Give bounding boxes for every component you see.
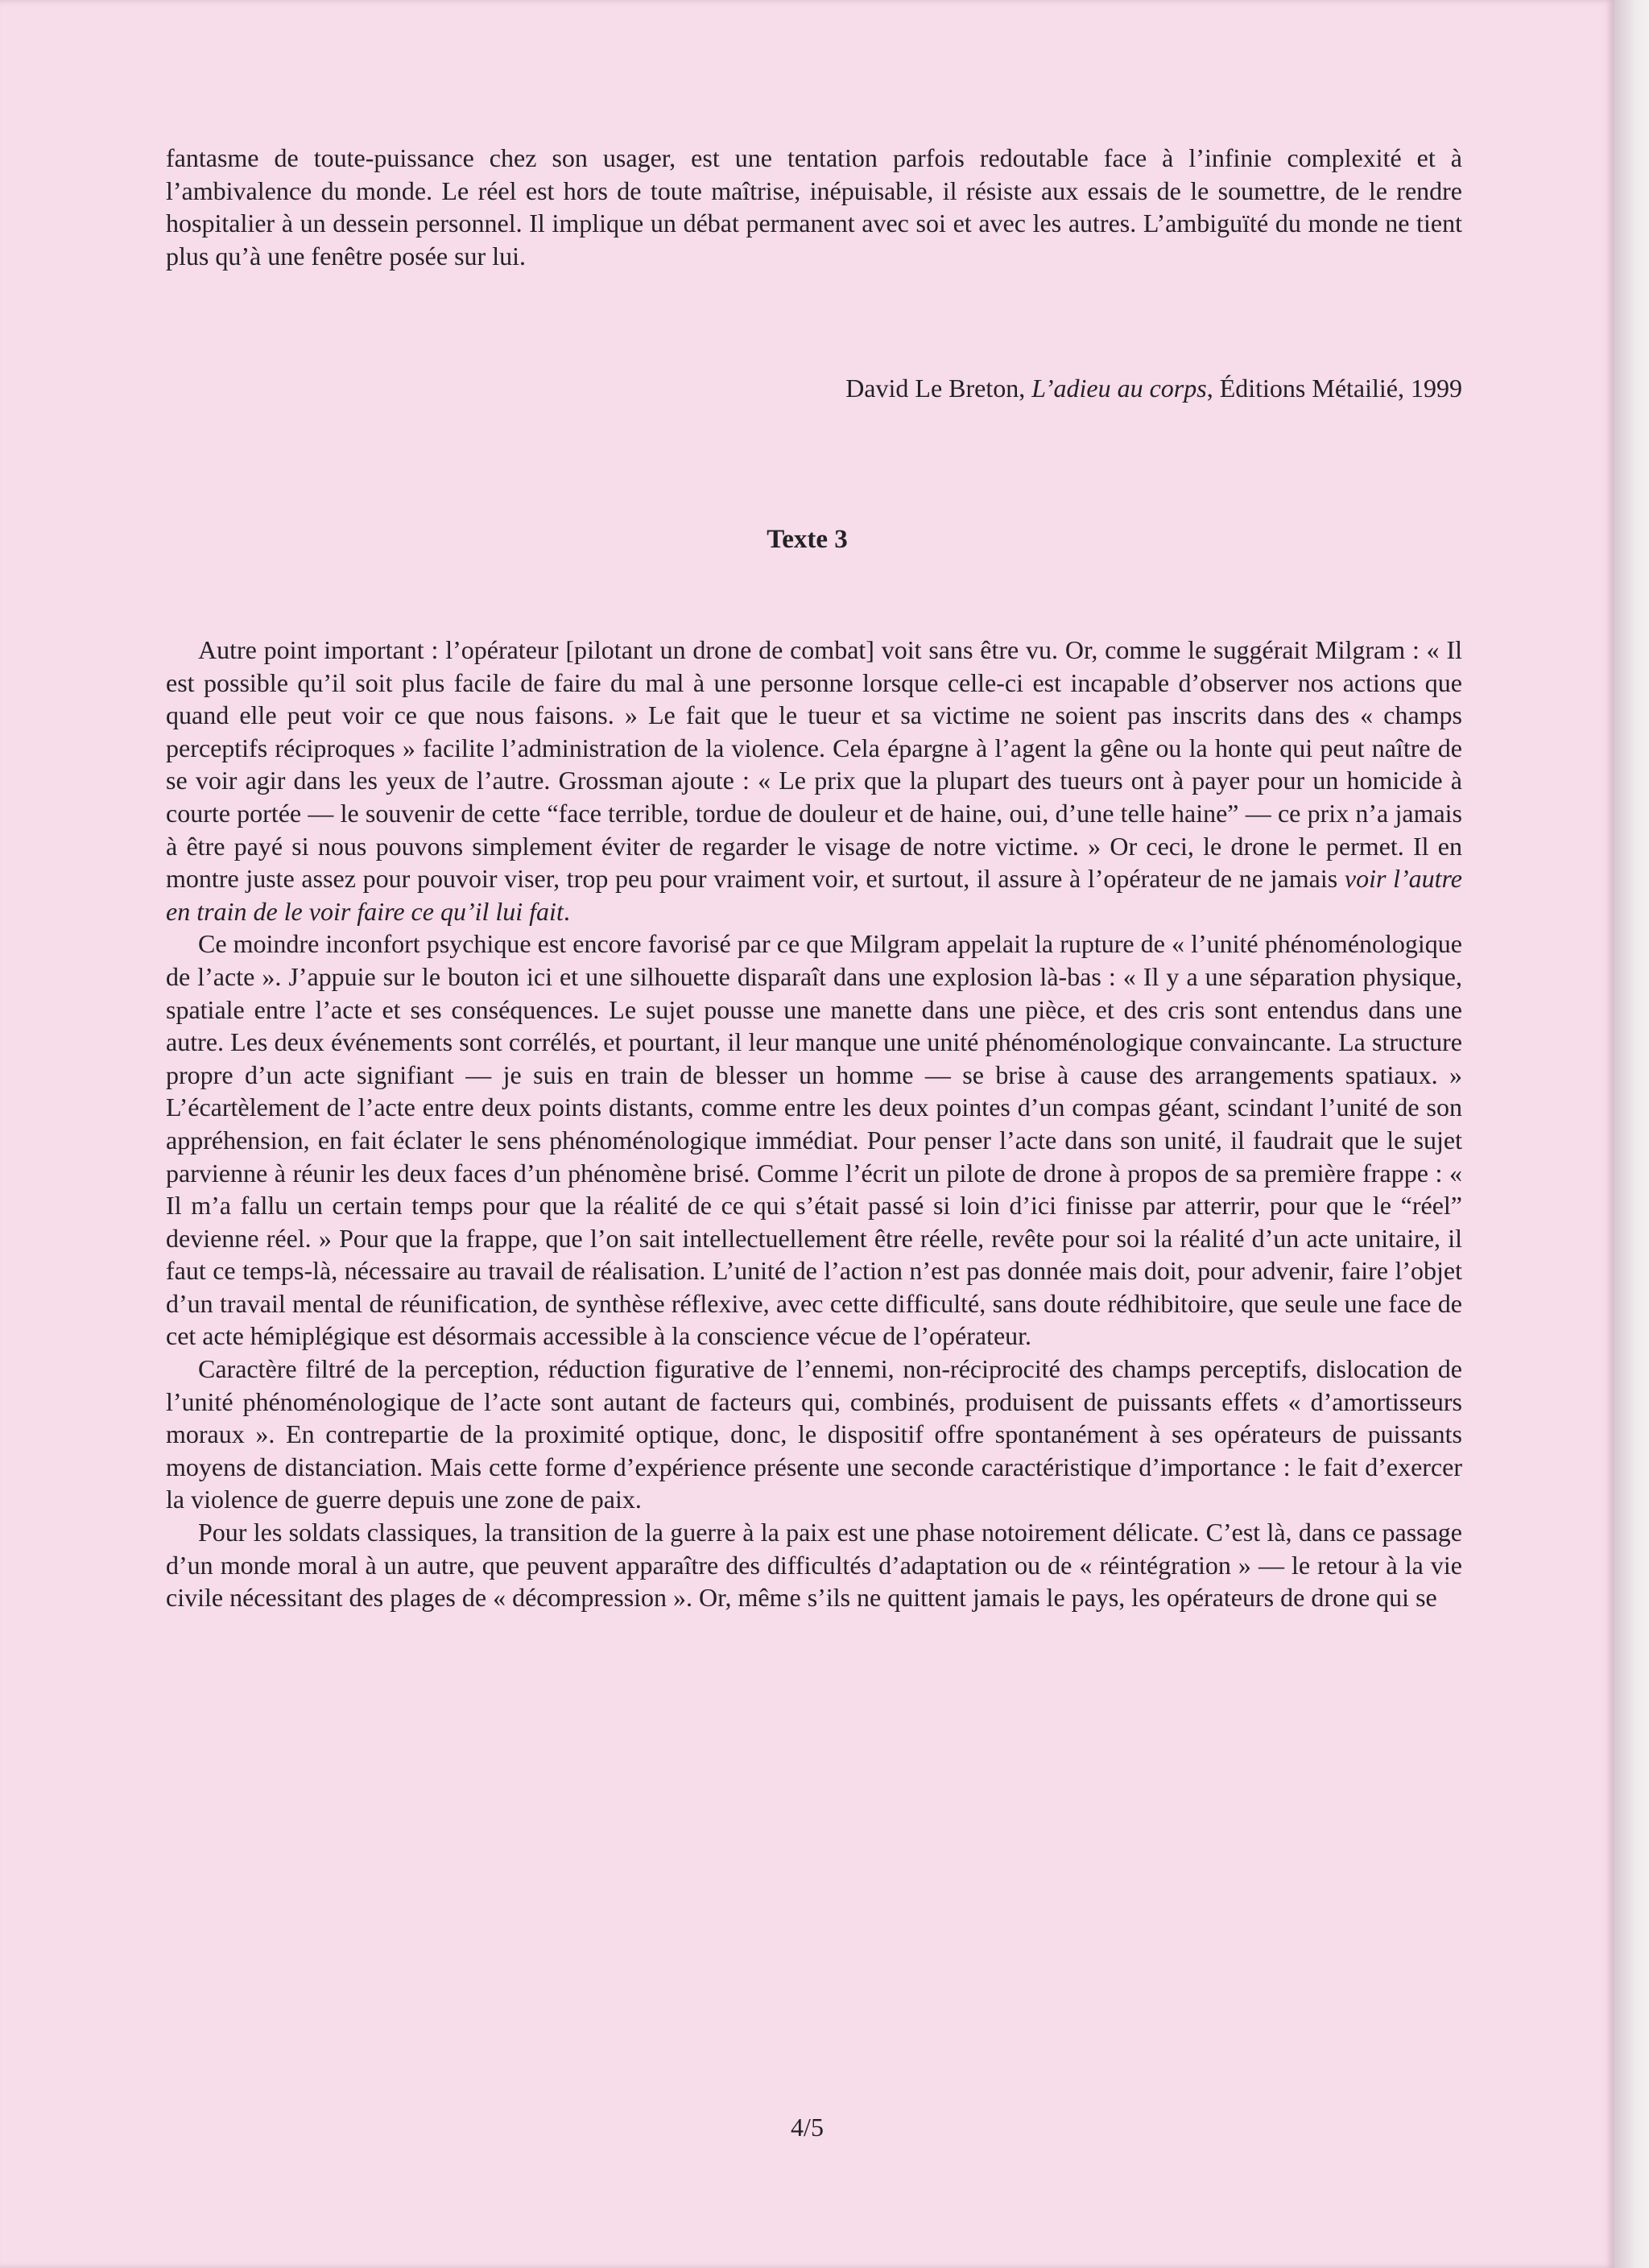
text3-paragraph-1-end: . — [563, 896, 570, 926]
text3-paragraph-3: Caractère filtré de la perception, réduction figurative de l’ennemi, non-réciprocité des champs perceptifs, dislocation de l’unité phénoménologique de l’acte sont autant de facteurs qui, combinés, produisent de puissants effets « d’amortisseurs moraux ». En contrepartie de la proximité optique, donc, le dispositif offre spontanément à ses opérateurs de puissants moyens de distanciation. Mais cette forme d’expérience présente une seconde caractéristique d’importance : le fait d’exercer la violence de guerre depuis une zone de paix. — [166, 1354, 1462, 1514]
previous-text-block — [166, 142, 1462, 272]
text3-paragraph-2: Ce moindre inconfort psychique est encore favorisé par ce que Milgram appelait la rupture de « l’unité phénoménologique de l’acte ». J’appuie sur le bouton ici et une silhouette disparaît dans une explosion là-bas : « Il y a une séparation physique, spatiale entre l’acte et ses conséquences. Le sujet pousse une manette dans une pièce, et des cris sont entendus dans une autre. Les deux événements sont corrélés, et pourtant, il leur manque une unité phénoménologique convaincante. La structure propre d’un acte signifiant — je suis en train de blesser un homme — se brise à cause des arrangements spatiaux. » L’écartèlement de l’acte entre deux points distants, comme entre les deux pointes d’un compas géant, scindant l’unité de son appréhension, en fait éclater le sens phénoménologique immédiat. Pour penser l’acte dans son unité, il faudrait que le sujet parvienne à réunir les deux faces d’un phénomène brisé. Comme l’écrit un pilote de drone à propos de sa première frappe : « Il m’a fallu un certain temps pour que la réalité de ce qui s’était passé si loin d’ici finisse par atterrir, pour que le “réel” devienne réel. » Pour que la frappe, que l’on sait intellectuellement être réelle, revête pour soi la réalité d’un acte unitaire, il faut ce temps-là, nécessaire au travail de réalisation. L’unité de l’action n’est pas donnée mais doit, pour advenir, faire l’objet d’un travail mental de réunification, de synthèse réflexive, avec cette difficulté, sans doute rédhibitoire, que seule une face de cet acte hémiplégique est désormais accessible à la conscience vécue de l’opérateur. — [166, 929, 1462, 1351]
text3-paragraph-1-italic: voir l’autre en train de le voir faire ce qu’il lui fait — [166, 864, 1463, 926]
citation — [845, 374, 1462, 403]
text3-paragraph-1-text: Autre point important : l’opérateur [pilotant un drone de combat] voit sans être vu. Or, comme le suggérait Milgram : « Il est possible qu’il soit plus facile de faire du mal à une personne lorsque celle-ci est incapable d’observer nos actions que quand elle peut voir ce que nous faisons. » Le fait que le tueur et sa victime ne soient pas inscrits dans des « champs perceptifs réciproques » facilite l’administration de la violence. Cela épargne à l’agent la gêne ou la honte qui peut naître de se voir agir dans les yeux de l’autre. Grossman ajoute : « Le prix que la plupart des tueurs ont à payer pour un homicide à courte portée — le souvenir de cette “face terrible, tordue de douleur et de haine, oui, d’une telle haine” — ce prix n’a jamais à être payé si nous pouvons simplement éviter de regarder le visage de notre victime. » Or ceci, le drone le permet. Il en montre juste assez pour pouvoir viser, trop peu pour vraiment voir, et surtout, il assure à l’opérateur de ne jamais — [166, 635, 1462, 894]
text3-body — [166, 634, 1462, 1614]
page-edge-shadow — [1614, 0, 1649, 2268]
citation-author: David Le Breton, — [845, 374, 1032, 403]
previous-text-paragraph: fantasme de toute-puissance chez son usager, est une tentation parfois redoutable face à l’infinie complexité et à l’ambivalence du monde. Le réel est hors de toute maîtrise, inépuisable, il résiste aux essais de le soumettre, de le rendre hospitalier à un dessein personnel. Il implique un débat permanent avec soi et avec les autres. L’ambiguïté du monde ne tient plus qu’à une fenêtre posée sur lui. — [166, 143, 1462, 271]
page-number: 4/5 — [791, 2113, 824, 2142]
text3-paragraph-1 — [166, 634, 1462, 927]
citation-title: L’adieu au corps — [1031, 374, 1207, 403]
citation-publisher-year: , Éditions Métailié, 1999 — [1206, 374, 1462, 403]
text3-paragraph-4: Pour les soldats classiques, la transition de la guerre à la paix est une phase notoirement délicate. C’est là, dans ce passage d’un monde moral à un autre, que peuvent apparaître des difficultés d’adaptation ou de « réintégration » — le retour à la vie civile nécessitant des plages de « décompression ». Or, même s’ils ne quittent jamais le pays, les opérateurs de drone qui se — [166, 1518, 1462, 1613]
section-title: Texte 3 — [767, 525, 848, 554]
